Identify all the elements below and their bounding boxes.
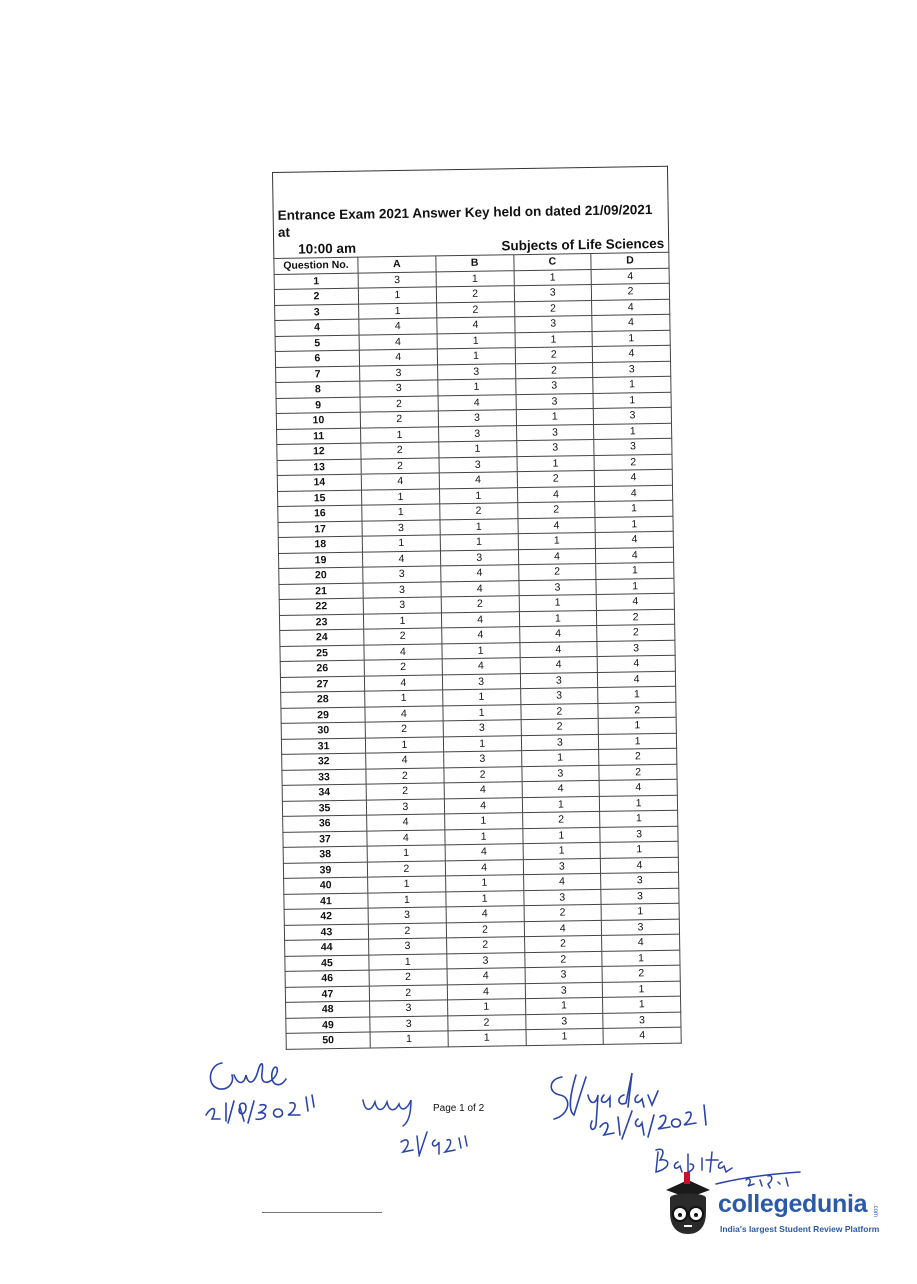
question-number-cell: 46 <box>285 970 369 987</box>
answer-cell: 3 <box>597 640 675 657</box>
question-number-cell: 5 <box>275 335 359 352</box>
answer-cell: 4 <box>367 829 445 846</box>
answer-cell: 1 <box>361 426 439 443</box>
answer-cell: 1 <box>443 735 521 752</box>
question-number-cell: 16 <box>278 505 362 522</box>
answer-cell: 4 <box>365 705 443 722</box>
answer-cell: 3 <box>514 315 592 332</box>
answer-cell: 2 <box>441 596 519 613</box>
answer-cell: 3 <box>603 1012 681 1029</box>
answer-cell: 4 <box>366 752 444 769</box>
header-b: B <box>436 255 514 272</box>
answer-cell: 1 <box>600 810 678 827</box>
answer-cell: 3 <box>438 410 516 427</box>
question-number-cell: 37 <box>283 831 367 848</box>
question-number-cell: 28 <box>281 691 365 708</box>
answer-cell: 1 <box>519 610 597 627</box>
answer-cell: 3 <box>525 1013 603 1030</box>
answer-cell: 4 <box>595 531 673 548</box>
answer-cell: 1 <box>359 302 437 319</box>
answer-cell: 1 <box>518 532 596 549</box>
answer-cell: 4 <box>364 674 442 691</box>
answer-cell: 3 <box>516 393 594 410</box>
answer-cell: 2 <box>594 454 672 471</box>
question-number-cell: 49 <box>286 1017 370 1034</box>
answer-cell: 4 <box>359 333 437 350</box>
answer-cell: 4 <box>447 968 525 985</box>
answer-cell: 4 <box>445 844 523 861</box>
question-number-cell: 8 <box>276 381 360 398</box>
answer-cell: 4 <box>594 469 672 486</box>
answer-cell: 3 <box>515 377 593 394</box>
answer-cell: 4 <box>519 625 597 642</box>
answer-cell: 2 <box>517 470 595 487</box>
answer-cell: 2 <box>368 922 446 939</box>
answer-cell: 2 <box>597 624 675 641</box>
answer-cell: 4 <box>359 318 437 335</box>
answer-cell: 3 <box>360 380 438 397</box>
answer-cell: 1 <box>440 518 518 535</box>
answer-cell: 1 <box>601 903 679 920</box>
collegedunia-watermark <box>658 1172 888 1242</box>
answer-cell: 1 <box>365 690 443 707</box>
answer-cell: 4 <box>603 1027 681 1044</box>
question-number-cell: 39 <box>283 862 367 879</box>
header-question-no: Question No. <box>274 257 358 274</box>
answer-cell: 1 <box>595 516 673 533</box>
header-d: D <box>591 252 669 269</box>
graduate-mascot-icon <box>658 1172 716 1242</box>
question-number-cell: 17 <box>278 521 362 538</box>
answer-cell: 4 <box>442 658 520 675</box>
answer-cell: 4 <box>591 268 669 285</box>
answer-cell: 1 <box>440 534 518 551</box>
answer-cell: 2 <box>524 935 602 952</box>
answer-cell: 1 <box>445 875 523 892</box>
answer-cell: 3 <box>447 952 525 969</box>
answer-cell: 3 <box>363 581 441 598</box>
question-number-cell: 26 <box>280 660 364 677</box>
answer-cell: 3 <box>514 284 592 301</box>
answer-cell: 2 <box>361 457 439 474</box>
answer-cell: 3 <box>521 765 599 782</box>
answer-cell: 2 <box>446 921 524 938</box>
answer-cell: 1 <box>593 376 671 393</box>
question-number-cell: 35 <box>282 800 366 817</box>
answer-cell: 4 <box>441 580 519 597</box>
answer-cell: 4 <box>439 472 517 489</box>
answer-cell: 3 <box>594 407 672 424</box>
answer-cell: 1 <box>447 999 525 1016</box>
answer-cell: 1 <box>362 504 440 521</box>
answer-cell: 1 <box>594 423 672 440</box>
answer-cell: 1 <box>438 379 516 396</box>
question-number-cell: 12 <box>277 443 361 460</box>
answer-cell: 4 <box>523 873 601 890</box>
answer-cell: 2 <box>517 501 595 518</box>
question-number-cell: 1 <box>274 273 358 290</box>
question-number-cell: 3 <box>275 304 359 321</box>
question-number-cell: 36 <box>283 815 367 832</box>
answer-cell: 1 <box>516 455 594 472</box>
answer-cell: 1 <box>522 827 600 844</box>
signature-3-drawing <box>540 1055 730 1140</box>
answer-cell: 1 <box>436 270 514 287</box>
question-number-cell: 34 <box>282 784 366 801</box>
signature-1-drawing <box>200 1045 350 1125</box>
answer-cell: 1 <box>523 842 601 859</box>
answer-cell: 3 <box>440 549 518 566</box>
answer-cell: 1 <box>521 749 599 766</box>
answer-cell: 3 <box>358 271 436 288</box>
answer-cell: 1 <box>370 1031 448 1048</box>
divider-line <box>262 1212 382 1213</box>
answer-cell: 4 <box>444 782 522 799</box>
exam-subject: Subjects of Life Sciences <box>501 235 665 254</box>
answer-cell: 1 <box>442 689 520 706</box>
answer-cell: 2 <box>515 346 593 363</box>
answer-cell: 3 <box>443 720 521 737</box>
question-number-cell: 11 <box>277 428 361 445</box>
answer-cell: 4 <box>601 857 679 874</box>
question-number-cell: 7 <box>276 366 360 383</box>
answer-cell: 1 <box>522 796 600 813</box>
answer-cell: 4 <box>445 859 523 876</box>
answer-cell: 1 <box>369 953 447 970</box>
question-number-cell: 23 <box>279 614 363 631</box>
answer-cell: 3 <box>593 361 671 378</box>
answer-cell: 1 <box>445 828 523 845</box>
answer-cell: 3 <box>368 907 446 924</box>
sheet-heading <box>273 201 670 258</box>
answer-cell: 4 <box>595 485 673 502</box>
question-number-cell: 29 <box>281 707 365 724</box>
question-number-cell: 41 <box>284 893 368 910</box>
answer-cell: 2 <box>522 811 600 828</box>
answer-cell: 4 <box>596 547 674 564</box>
answer-cell: 1 <box>515 331 593 348</box>
question-number-cell: 43 <box>284 924 368 941</box>
question-number-cell: 14 <box>277 474 361 491</box>
question-number-cell: 45 <box>285 955 369 972</box>
answer-cell: 3 <box>366 798 444 815</box>
answer-cell: 2 <box>592 283 670 300</box>
question-number-cell: 2 <box>274 288 358 305</box>
answer-cell: 2 <box>360 395 438 412</box>
exam-time: 10:00 am <box>298 240 357 257</box>
exam-title: Entrance Exam 2021 Answer Key held on dated 21/09/2021 at <box>277 202 653 240</box>
brand-tagline: India's largest Student Review Platform <box>720 1224 880 1234</box>
answer-cell: 2 <box>364 628 442 645</box>
answer-cell: 3 <box>521 734 599 751</box>
brand-suffix: .com <box>872 1204 878 1218</box>
answer-cell: 2 <box>366 767 444 784</box>
answer-cell: 3 <box>362 519 440 536</box>
answer-cell: 2 <box>364 659 442 676</box>
answer-cell: 4 <box>447 983 525 1000</box>
answer-cell: 2 <box>518 563 596 580</box>
answer-cell: 3 <box>437 363 515 380</box>
answer-cell: 2 <box>361 442 439 459</box>
question-number-cell: 31 <box>281 738 365 755</box>
answer-cell: 4 <box>441 627 519 644</box>
answer-cell: 2 <box>515 362 593 379</box>
answer-cell: 1 <box>526 1028 604 1045</box>
brand-name: collegedunia <box>718 1190 868 1218</box>
answer-cell: 1 <box>599 733 677 750</box>
answer-cell: 4 <box>519 641 597 658</box>
question-number-cell: 48 <box>286 1001 370 1018</box>
answer-cell: 4 <box>598 671 676 688</box>
answer-cell: 4 <box>367 814 445 831</box>
answer-cell: 4 <box>518 548 596 565</box>
answer-cell: 3 <box>525 966 603 983</box>
answer-cell: 4 <box>361 473 439 490</box>
answer-cell: 1 <box>437 332 515 349</box>
answer-cell: 3 <box>363 597 441 614</box>
question-number-cell: 32 <box>282 753 366 770</box>
answer-cell: 3 <box>516 439 594 456</box>
question-number-cell: 30 <box>281 722 365 739</box>
answer-cell: 2 <box>514 300 592 317</box>
question-number-cell: 25 <box>280 645 364 662</box>
answer-cell: 4 <box>592 299 670 316</box>
answer-cell: 2 <box>360 411 438 428</box>
answer-cell: 1 <box>603 996 681 1013</box>
answer-cell: 4 <box>440 565 518 582</box>
answer-cell: 4 <box>599 779 677 796</box>
answer-cell: 1 <box>368 876 446 893</box>
answer-cell: 4 <box>517 486 595 503</box>
answer-cell: 2 <box>436 301 514 318</box>
answer-cell: 4 <box>602 934 680 951</box>
answer-cell: 1 <box>367 845 445 862</box>
answer-cell: 1 <box>516 408 594 425</box>
answer-cell: 2 <box>597 609 675 626</box>
answer-cell: 1 <box>596 562 674 579</box>
answer-cell: 1 <box>514 269 592 286</box>
answer-cell: 1 <box>595 500 673 517</box>
answer-cell: 4 <box>444 797 522 814</box>
question-number-cell: 20 <box>279 567 363 584</box>
answer-cell: 3 <box>369 938 447 955</box>
answer-cell: 4 <box>596 593 674 610</box>
answer-cell: 3 <box>601 872 679 889</box>
question-number-cell: 40 <box>284 877 368 894</box>
table-body <box>274 268 681 1049</box>
answer-cell: 4 <box>522 780 600 797</box>
question-number-cell: 47 <box>285 986 369 1003</box>
answer-cell: 3 <box>602 919 680 936</box>
question-number-cell: 9 <box>276 397 360 414</box>
answer-cell: 2 <box>366 783 444 800</box>
answer-cell: 3 <box>439 456 517 473</box>
answer-cell: 3 <box>360 364 438 381</box>
answer-cell: 4 <box>438 394 516 411</box>
question-number-cell: 10 <box>276 412 360 429</box>
answer-cell: 3 <box>370 1000 448 1017</box>
answer-cell: 2 <box>521 718 599 735</box>
answer-cell: 4 <box>364 643 442 660</box>
answer-cell: 1 <box>442 642 520 659</box>
question-number-cell: 24 <box>280 629 364 646</box>
answer-cell: 1 <box>443 704 521 721</box>
question-number-cell: 27 <box>280 676 364 693</box>
answer-cell: 3 <box>520 672 598 689</box>
answer-cell: 3 <box>443 751 521 768</box>
answer-cell: 4 <box>520 656 598 673</box>
answer-cell: 2 <box>599 764 677 781</box>
question-number-cell: 33 <box>282 769 366 786</box>
answer-cell: 3 <box>363 566 441 583</box>
answer-cell: 2 <box>599 748 677 765</box>
question-number-cell: 42 <box>284 908 368 925</box>
answer-cell: 3 <box>523 858 601 875</box>
question-number-cell: 13 <box>277 459 361 476</box>
answer-cell: 1 <box>593 392 671 409</box>
answer-cell: 2 <box>369 984 447 1001</box>
answer-cell: 2 <box>448 1014 526 1031</box>
answer-cell: 3 <box>600 826 678 843</box>
answer-cell: 1 <box>358 287 436 304</box>
answer-cell: 1 <box>362 535 440 552</box>
answer-cell: 3 <box>520 687 598 704</box>
question-number-cell: 22 <box>279 598 363 615</box>
answer-cell: 1 <box>603 981 681 998</box>
answer-cell: 1 <box>598 717 676 734</box>
answer-cell: 3 <box>525 982 603 999</box>
answer-cell: 2 <box>439 503 517 520</box>
question-number-cell: 15 <box>278 490 362 507</box>
answer-cell: 2 <box>446 937 524 954</box>
answer-cell: 1 <box>365 736 443 753</box>
answer-cell: 1 <box>596 578 674 595</box>
answer-cell: 3 <box>601 888 679 905</box>
answer-cell: 4 <box>359 349 437 366</box>
answer-cell: 1 <box>363 612 441 629</box>
answer-cell: 4 <box>441 611 519 628</box>
answer-cell: 1 <box>439 487 517 504</box>
question-number-cell: 19 <box>278 552 362 569</box>
answer-cell: 4 <box>597 655 675 672</box>
answer-cell: 3 <box>518 579 596 596</box>
answer-cell: 1 <box>448 1030 526 1047</box>
answer-cell: 1 <box>525 997 603 1014</box>
question-number-cell: 6 <box>275 350 359 367</box>
answer-cell: 1 <box>592 330 670 347</box>
signature-1 <box>200 1045 350 1130</box>
answer-cell: 3 <box>594 438 672 455</box>
answer-cell: 2 <box>369 969 447 986</box>
answer-cell: 1 <box>444 813 522 830</box>
answer-cell: 2 <box>598 702 676 719</box>
answer-cell: 4 <box>446 906 524 923</box>
answer-cell: 3 <box>516 424 594 441</box>
answer-cell: 3 <box>442 673 520 690</box>
answer-cell: 2 <box>367 860 445 877</box>
answer-cell: 1 <box>446 890 524 907</box>
question-number-cell: 50 <box>286 1032 370 1049</box>
answer-cell: 4 <box>517 517 595 534</box>
answer-cell: 3 <box>438 425 516 442</box>
answer-cell: 1 <box>598 686 676 703</box>
answer-cell: 4 <box>592 314 670 331</box>
header-a: A <box>358 256 436 273</box>
answer-key-sheet <box>272 166 682 1050</box>
answer-cell: 2 <box>602 965 680 982</box>
question-number-cell: 4 <box>275 319 359 336</box>
answer-cell: 4 <box>524 920 602 937</box>
answer-cell: 3 <box>370 1015 448 1032</box>
answer-cell: 1 <box>439 441 517 458</box>
answer-cell: 1 <box>437 348 515 365</box>
answer-cell: 1 <box>600 795 678 812</box>
signature-3 <box>540 1055 730 1145</box>
answer-cell: 2 <box>365 721 443 738</box>
question-number-cell: 18 <box>278 536 362 553</box>
answer-cell: 1 <box>368 891 446 908</box>
answer-cell: 2 <box>436 286 514 303</box>
signature-2-drawing <box>355 1082 475 1157</box>
answer-cell: 4 <box>362 550 440 567</box>
answer-cell: 1 <box>602 950 680 967</box>
page-number: Page 1 of 2 <box>433 1103 485 1114</box>
answer-cell: 4 <box>593 345 671 362</box>
answer-cell: 2 <box>520 703 598 720</box>
answer-cell: 3 <box>523 889 601 906</box>
answer-cell: 1 <box>362 488 440 505</box>
answer-cell: 2 <box>524 951 602 968</box>
question-number-cell: 44 <box>285 939 369 956</box>
answer-key-table <box>273 252 681 1050</box>
answer-cell: 2 <box>524 904 602 921</box>
answer-cell: 4 <box>437 317 515 334</box>
header-c: C <box>513 253 591 270</box>
answer-cell: 2 <box>444 766 522 783</box>
answer-cell: 1 <box>519 594 597 611</box>
question-number-cell: 21 <box>279 583 363 600</box>
answer-cell: 1 <box>600 841 678 858</box>
signature-2 <box>355 1082 475 1162</box>
question-number-cell: 38 <box>283 846 367 863</box>
